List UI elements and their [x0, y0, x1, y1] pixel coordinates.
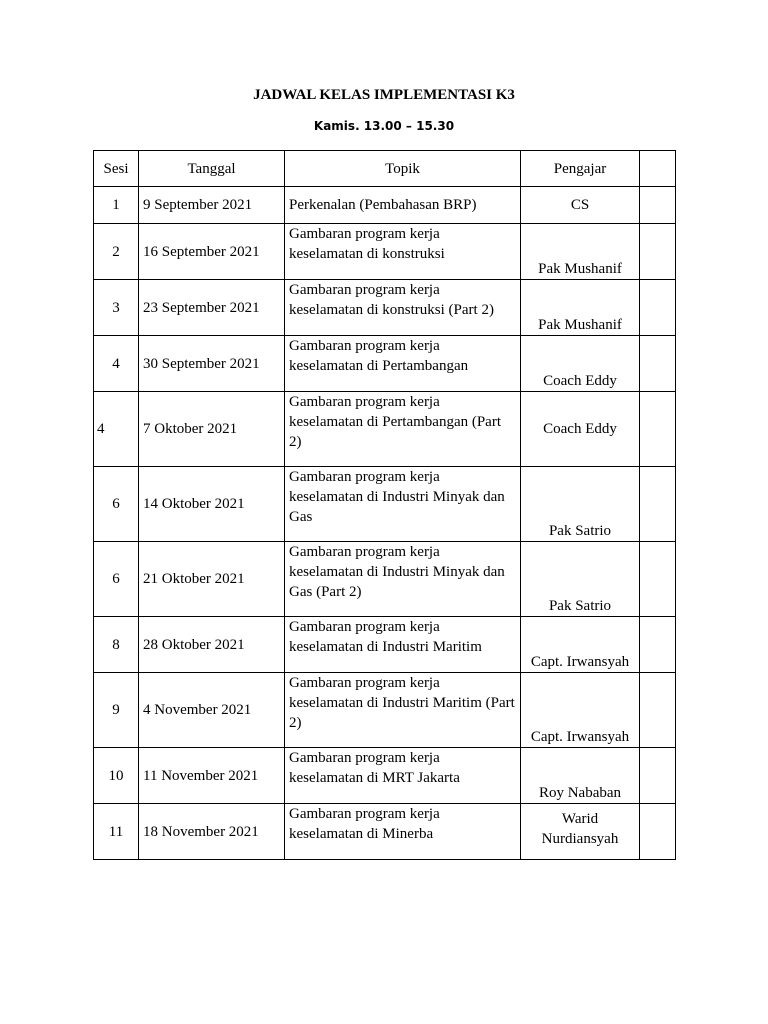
table-row	[94, 542, 676, 617]
cell-pengajar: Pak Mushanif	[521, 224, 640, 280]
cell-sesi: 4	[94, 392, 139, 467]
cell-topik: Gambaran program kerja keselamatan di Industri Minyak dan Gas	[285, 467, 521, 542]
cell-blank	[640, 673, 676, 748]
cell-topik: Gambaran program kerja keselamatan di Pertambangan (Part 2)	[285, 392, 521, 467]
table-row	[94, 224, 676, 280]
table-row	[94, 467, 676, 542]
cell-blank	[640, 336, 676, 392]
document-subtitle: Kamis. 13.00 – 15.30	[313, 119, 455, 133]
header-sesi: Sesi	[94, 151, 139, 187]
cell-sesi: 2	[94, 224, 139, 280]
cell-blank	[640, 392, 676, 467]
cell-sesi: 10	[94, 748, 139, 804]
cell-tanggal: 30 September 2021	[139, 336, 285, 392]
header-tanggal: Tanggal	[139, 151, 285, 187]
header-topik: Topik	[285, 151, 521, 187]
table-row	[94, 748, 676, 804]
cell-topik: Gambaran program kerja keselamatan di MRT Jakarta	[285, 748, 521, 804]
cell-tanggal: 7 Oktober 2021	[139, 392, 285, 467]
table-row	[94, 187, 676, 224]
cell-topik: Gambaran program kerja keselamatan di Pertambangan	[285, 336, 521, 392]
table-row	[94, 392, 676, 467]
cell-pengajar: Coach Eddy	[521, 336, 640, 392]
cell-topik: Gambaran program kerja keselamatan di konstruksi (Part 2)	[285, 280, 521, 336]
cell-pengajar: Coach Eddy	[521, 392, 640, 467]
cell-blank	[640, 187, 676, 224]
cell-sesi: 6	[94, 467, 139, 542]
table-row	[94, 804, 676, 860]
cell-blank	[640, 804, 676, 860]
cell-blank	[640, 748, 676, 804]
cell-blank	[640, 542, 676, 617]
cell-tanggal: 16 September 2021	[139, 224, 285, 280]
cell-pengajar: Warid Nurdiansyah	[521, 804, 640, 860]
cell-pengajar: CS	[521, 187, 640, 224]
cell-tanggal: 28 Oktober 2021	[139, 617, 285, 673]
cell-topik: Gambaran program kerja keselamatan di Minerba	[285, 804, 521, 860]
cell-pengajar: Capt. Irwansyah	[521, 673, 640, 748]
cell-sesi: 3	[94, 280, 139, 336]
document-title: JADWAL KELAS IMPLEMENTASI K3	[253, 87, 515, 103]
cell-tanggal: 4 November 2021	[139, 673, 285, 748]
table-header-row	[94, 151, 676, 187]
header-blank	[640, 151, 676, 187]
cell-sesi: 1	[94, 187, 139, 224]
header-pengajar: Pengajar	[521, 151, 640, 187]
cell-sesi: 8	[94, 617, 139, 673]
cell-pengajar: Pak Satrio	[521, 542, 640, 617]
cell-blank	[640, 467, 676, 542]
table-row	[94, 673, 676, 748]
cell-tanggal: 11 November 2021	[139, 748, 285, 804]
cell-pengajar: Pak Mushanif	[521, 280, 640, 336]
cell-topik: Gambaran program kerja keselamatan di Industri Maritim	[285, 617, 521, 673]
table-row	[94, 280, 676, 336]
cell-topik: Perkenalan (Pembahasan BRP)	[285, 187, 521, 224]
cell-sesi: 9	[94, 673, 139, 748]
cell-topik: Gambaran program kerja keselamatan di Industri Maritim (Part 2)	[285, 673, 521, 748]
cell-sesi: 6	[94, 542, 139, 617]
cell-tanggal: 9 September 2021	[139, 187, 285, 224]
cell-sesi: 4	[94, 336, 139, 392]
cell-blank	[640, 280, 676, 336]
cell-pengajar: Pak Satrio	[521, 467, 640, 542]
cell-tanggal: 23 September 2021	[139, 280, 285, 336]
table-row	[94, 617, 676, 673]
cell-tanggal: 14 Oktober 2021	[139, 467, 285, 542]
cell-tanggal: 18 November 2021	[139, 804, 285, 860]
schedule-table	[93, 150, 676, 860]
cell-sesi: 11	[94, 804, 139, 860]
table-row	[94, 336, 676, 392]
cell-tanggal: 21 Oktober 2021	[139, 542, 285, 617]
cell-blank	[640, 617, 676, 673]
cell-topik: Gambaran program kerja keselamatan di konstruksi	[285, 224, 521, 280]
cell-pengajar: Roy Nababan	[521, 748, 640, 804]
cell-topik: Gambaran program kerja keselamatan di Industri Minyak dan Gas (Part 2)	[285, 542, 521, 617]
cell-pengajar: Capt. Irwansyah	[521, 617, 640, 673]
cell-blank	[640, 224, 676, 280]
